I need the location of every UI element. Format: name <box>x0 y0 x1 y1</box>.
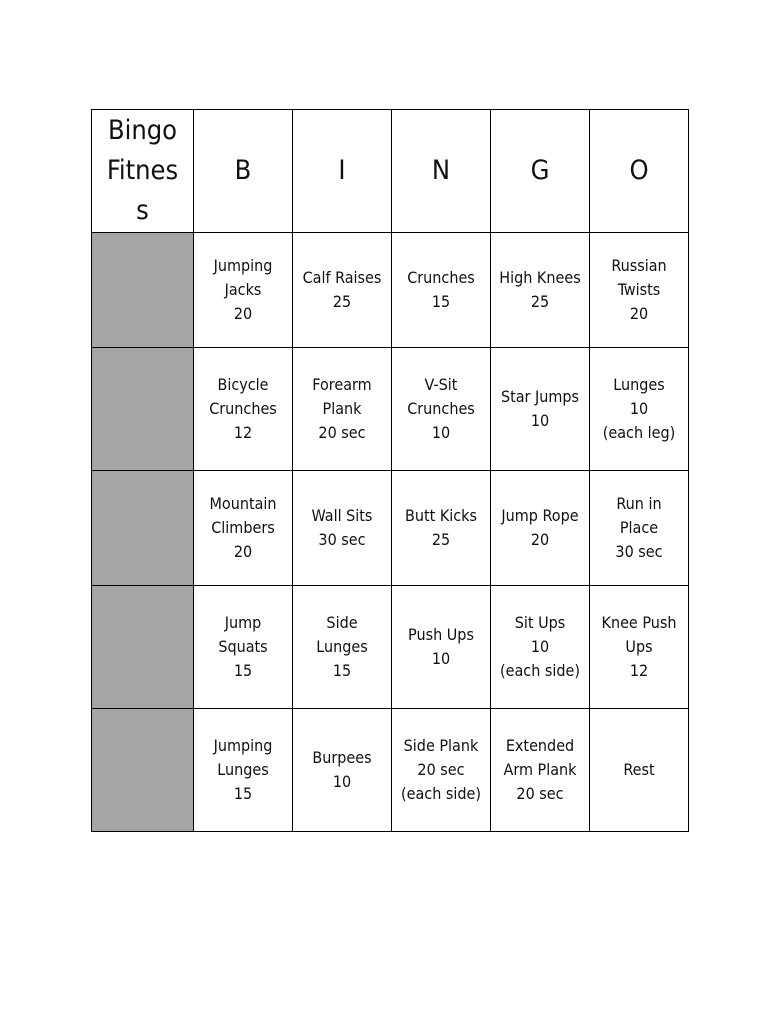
exercise-cell: Crunches 15 <box>392 233 491 348</box>
exercise-cell: Jumping Lunges 15 <box>194 709 293 832</box>
exercise-cell: Calf Raises 25 <box>293 233 392 348</box>
exercise-cell: Push Ups 10 <box>392 586 491 709</box>
exercise-row <box>92 586 689 709</box>
exercise-cell: Run in Place 30 sec <box>590 471 689 586</box>
exercise-cell: Jump Squats 15 <box>194 586 293 709</box>
row-side-cell <box>92 586 194 709</box>
exercise-cell: Mountain Climbers 20 <box>194 471 293 586</box>
row-side-cell <box>92 348 194 471</box>
letter-o: O <box>590 110 689 233</box>
exercise-cell: Jump Rope 20 <box>491 471 590 586</box>
exercise-cell: Bicycle Crunches 12 <box>194 348 293 471</box>
exercise-cell: Burpees 10 <box>293 709 392 832</box>
letter-b: B <box>194 110 293 233</box>
exercise-cell: V-Sit Crunches 10 <box>392 348 491 471</box>
exercise-cell: Knee Push Ups 12 <box>590 586 689 709</box>
exercise-cell: Russian Twists 20 <box>590 233 689 348</box>
bingo-card <box>91 109 689 832</box>
exercise-cell: Side Plank 20 sec (each side) <box>392 709 491 832</box>
exercise-cell: Butt Kicks 25 <box>392 471 491 586</box>
row-side-cell <box>92 233 194 348</box>
row-side-cell <box>92 709 194 832</box>
row-side-cell <box>92 471 194 586</box>
letter-n: N <box>392 110 491 233</box>
exercise-cell: Lunges 10 (each leg) <box>590 348 689 471</box>
exercise-cell: Jumping Jacks 20 <box>194 233 293 348</box>
exercise-cell: Side Lunges 15 <box>293 586 392 709</box>
exercise-row <box>92 233 689 348</box>
exercise-cell: High Knees 25 <box>491 233 590 348</box>
header-row <box>92 110 689 233</box>
exercise-cell: Star Jumps 10 <box>491 348 590 471</box>
exercise-cell: Rest <box>590 709 689 832</box>
exercise-row <box>92 709 689 832</box>
exercise-row <box>92 348 689 471</box>
exercise-row <box>92 471 689 586</box>
letter-i: I <box>293 110 392 233</box>
exercise-cell: Extended Arm Plank 20 sec <box>491 709 590 832</box>
card-title: Bingo Fitnes s <box>92 110 194 233</box>
exercise-cell: Forearm Plank 20 sec <box>293 348 392 471</box>
letter-g: G <box>491 110 590 233</box>
exercise-cell: Wall Sits 30 sec <box>293 471 392 586</box>
exercise-cell: Sit Ups 10 (each side) <box>491 586 590 709</box>
